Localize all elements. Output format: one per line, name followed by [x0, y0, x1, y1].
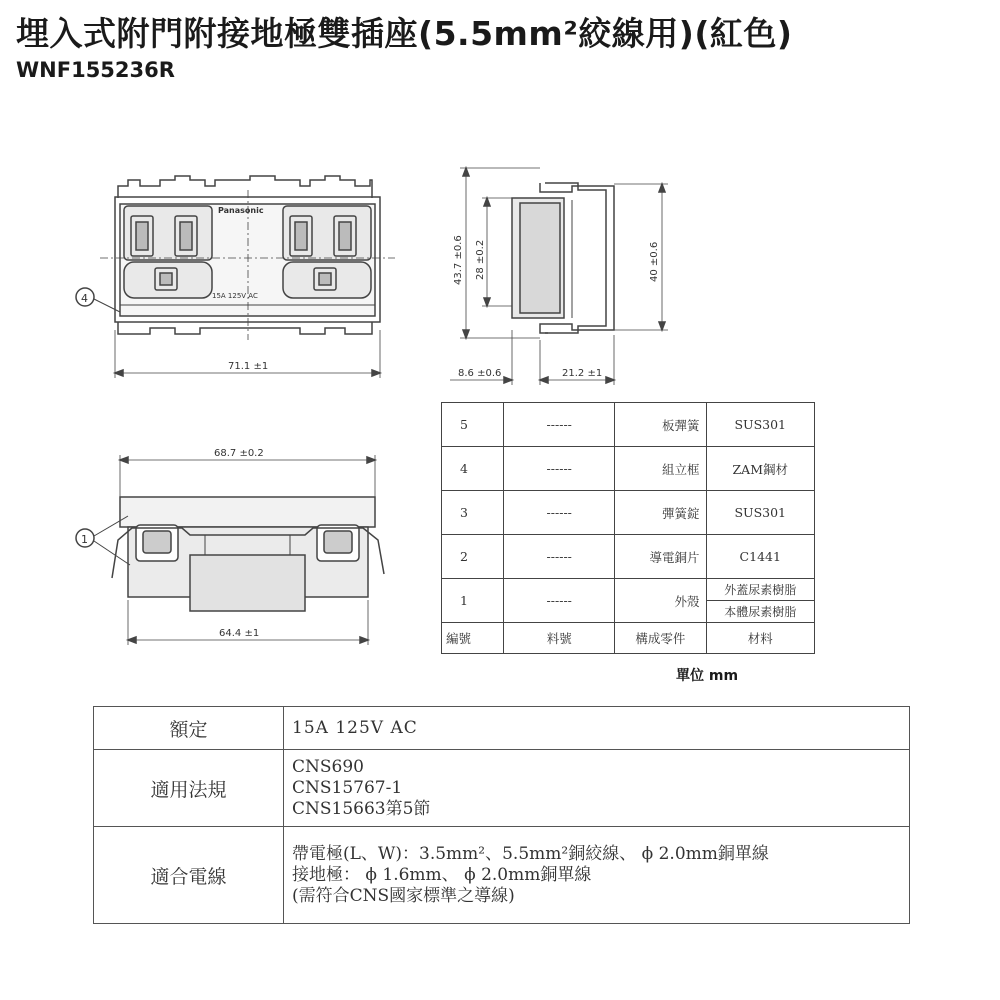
header-no: 編號: [442, 623, 504, 654]
rating-mark: 15A 125V AC: [212, 292, 258, 300]
dim-top-width: 68.7 ±0.2: [214, 448, 264, 459]
dim-height-right: 40 ±0.6: [649, 241, 660, 282]
dim-depth-front: 8.6 ±0.6: [458, 368, 502, 379]
material-body: 本體尿素樹脂: [724, 605, 797, 619]
header-component: 構成零件: [615, 623, 706, 654]
part-no-cell: 5: [442, 403, 504, 447]
part-number-cell: ------: [504, 535, 615, 579]
brand-mark: Panasonic: [218, 206, 264, 215]
dim-bottom-width: 64.4 ±1: [219, 628, 260, 639]
material-cell: ZAM鋼材: [706, 447, 815, 491]
wires-label: 適合電線: [94, 827, 284, 924]
standards-value: [284, 750, 910, 827]
standard-item: CNS15767-1: [292, 777, 403, 798]
part-no-cell: 1: [442, 579, 504, 623]
standards-label: 適用法規: [94, 750, 284, 827]
material-cell: SUS301: [706, 403, 815, 447]
wire-item: 帶電極(L、W)：3.5mm²、5.5mm²銅絞線、 ϕ 2.0mm銅單線: [292, 843, 769, 864]
model-number: WNF155236R: [16, 58, 175, 82]
wire-item: 接地極： ϕ 1.6mm、 ϕ 2.0mm銅單線: [292, 864, 592, 885]
callout-4: 4: [81, 292, 88, 305]
header-material: 材料: [706, 623, 815, 654]
table-row: [94, 827, 910, 924]
table-row: [442, 447, 815, 491]
material-cell: C1441: [706, 535, 815, 579]
wire-item: (需符合CNS國家標準之導線): [292, 885, 515, 906]
part-number-cell: ------: [504, 491, 615, 535]
page-title: 埋入式附門附接地極雙插座(5.5mm²絞線用)(紅色): [16, 14, 793, 53]
component-cell: 外殼: [615, 579, 706, 623]
parts-table: [441, 402, 815, 654]
table-header-row: [442, 623, 815, 654]
header-part-number: 料號: [504, 623, 615, 654]
component-cell: 彈簧錠: [615, 491, 706, 535]
wires-value: [284, 827, 910, 924]
component-cell: 導電銅片: [615, 535, 706, 579]
dim-height-inner: 28 ±0.2: [475, 239, 486, 280]
table-row: [94, 750, 910, 827]
part-no-cell: 4: [442, 447, 504, 491]
table-row: [442, 579, 815, 623]
component-cell: 組立框: [615, 447, 706, 491]
material-cell: SUS301: [706, 491, 815, 535]
rating-value: 15A 125V AC: [284, 707, 910, 750]
spec-table: [93, 706, 910, 924]
table-row: [442, 535, 815, 579]
table-row: [442, 403, 815, 447]
standard-item: CNS15663第5節: [292, 798, 431, 819]
dim-front-width: 71.1 ±1: [228, 361, 269, 372]
part-no-cell: 2: [442, 535, 504, 579]
part-number-cell: ------: [504, 447, 615, 491]
material-cell: [706, 579, 815, 623]
part-number-cell: ------: [504, 579, 615, 623]
rating-label: 額定: [94, 707, 284, 750]
bottom-view: [76, 455, 384, 645]
dim-height-total: 43.7 ±0.6: [453, 235, 464, 285]
callout-1: 1: [81, 533, 88, 546]
component-cell: 板彈簧: [615, 403, 706, 447]
dim-depth-rear: 21.2 ±1: [562, 368, 603, 379]
part-no-cell: 3: [442, 491, 504, 535]
part-number-cell: ------: [504, 403, 615, 447]
standard-item: CNS690: [292, 756, 364, 777]
table-row: [442, 491, 815, 535]
table-row: [94, 707, 910, 750]
material-cover: 外蓋尿素樹脂: [707, 579, 815, 601]
unit-label: 單位 mm: [676, 668, 739, 684]
